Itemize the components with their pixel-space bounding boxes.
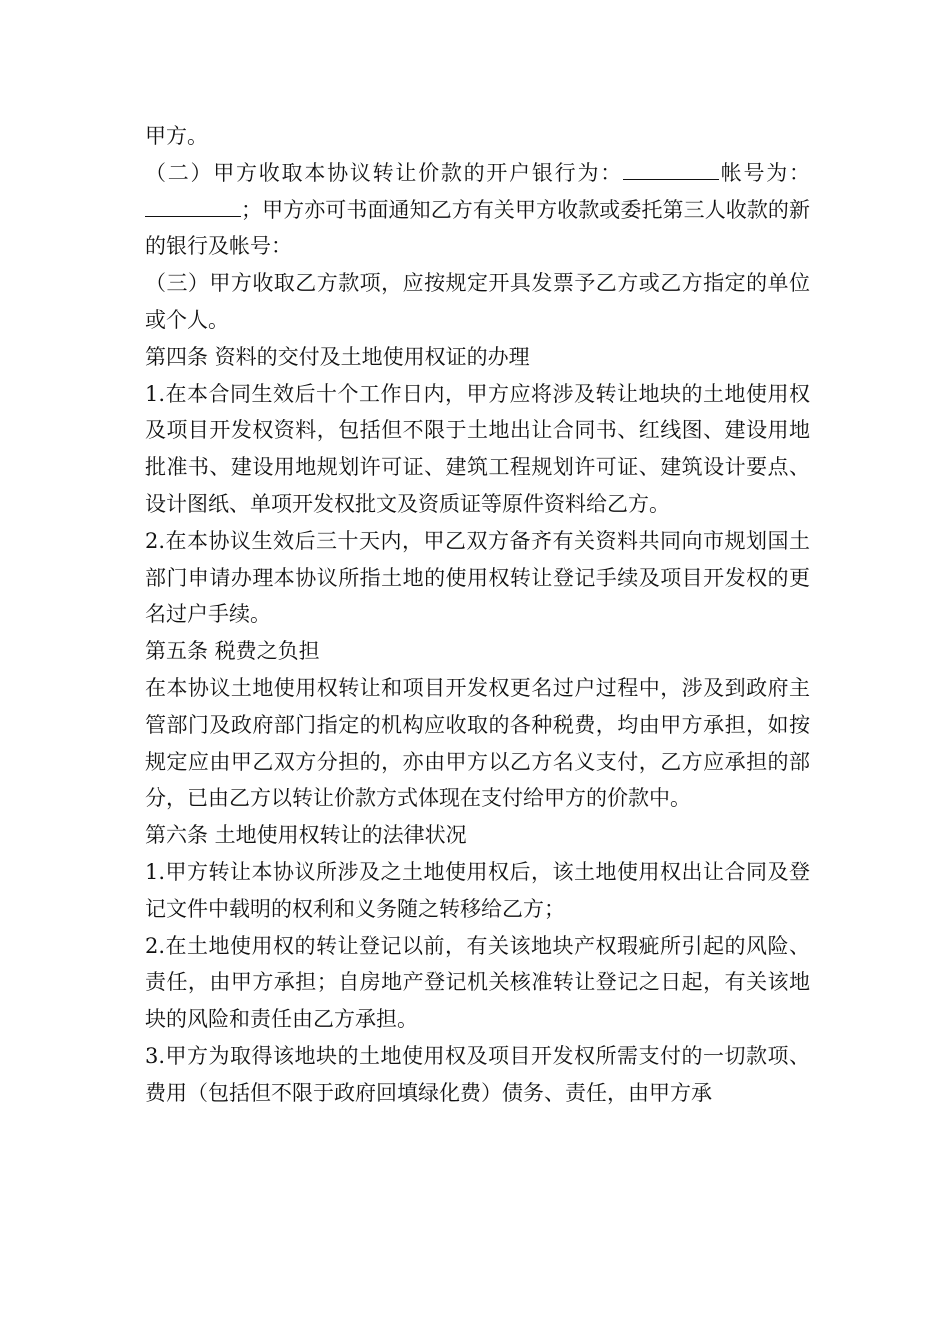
paragraph-invoice: （三）甲方收取乙方款项，应按规定开具发票予乙方或乙方指定的单位或个人。 — [145, 271, 810, 332]
article-6-heading: 第六条 土地使用权转让的法律状况 — [145, 823, 467, 848]
bank-notice-text: ；甲方亦可书面通知乙方有关甲方收款或委托第三人收款的新的银行及帐号： — [145, 197, 810, 259]
article-4-heading: 第四条 资料的交付及土地使用权证的办理 — [145, 344, 530, 369]
bank-name-blank[interactable] — [623, 157, 719, 180]
article-5-heading: 第五条 税费之负担 — [145, 639, 320, 664]
account-number-blank[interactable] — [145, 194, 241, 217]
paragraph-bank-account — [145, 155, 810, 265]
article-6-clause-1: 1.甲方转让本协议所涉及之土地使用权后，该土地使用权出让合同及登记文件中载明的权利和义务随之转移给乙方； — [145, 859, 810, 921]
article-5-body: 在本协议土地使用权转让和项目开发权更名过户过程中，涉及到政府主管部门及政府部门指定的机构应收取的各种税费，均由甲方承担，如按规定应由甲乙双方分担的，亦由甲方以乙方名义支付，乙方应承担的部分，已由乙方以转让价款方式体现在支付给甲方的价款中。 — [145, 675, 810, 811]
article-6-clause-2: 2.在土地使用权的转让登记以前，有关该地块产权瑕疵所引起的风险、责任，由甲方承担；自房地产登记机关核准转让登记之日起，有关该地块的风险和责任由乙方承担。 — [145, 933, 810, 1032]
document-page — [145, 118, 810, 1112]
paragraph-continuation: 甲方。 — [145, 124, 208, 148]
article-6-clause-3: 3.甲方为取得该地块的土地使用权及项目开发权所需支付的一切款项、费用（包括但不限于政府回填绿化费）债务、责任，由甲方承 — [145, 1043, 810, 1105]
account-label: 帐号为： — [718, 160, 811, 185]
article-4-clause-2: 2.在本协议生效后三十天内，甲乙双方备齐有关资料共同向市规划国土部门申请办理本协议所指土地的使用权转让登记手续及项目开发权的更名过户手续。 — [145, 528, 810, 627]
article-4-clause-1: 1.在本合同生效后十个工作日内，甲方应将涉及转让地块的土地使用权及项目开发权资料，包括但不限于土地出让合同书、红线图、建设用地批准书、建设用地规划许可证、建筑工程规划许可证、建筑设计要点、设计图纸、单项开发权批文及资质证等原件资料给乙方。 — [145, 381, 810, 516]
bank-label: （二）甲方收取本协议转让价款的开户银行为： — [145, 160, 623, 185]
